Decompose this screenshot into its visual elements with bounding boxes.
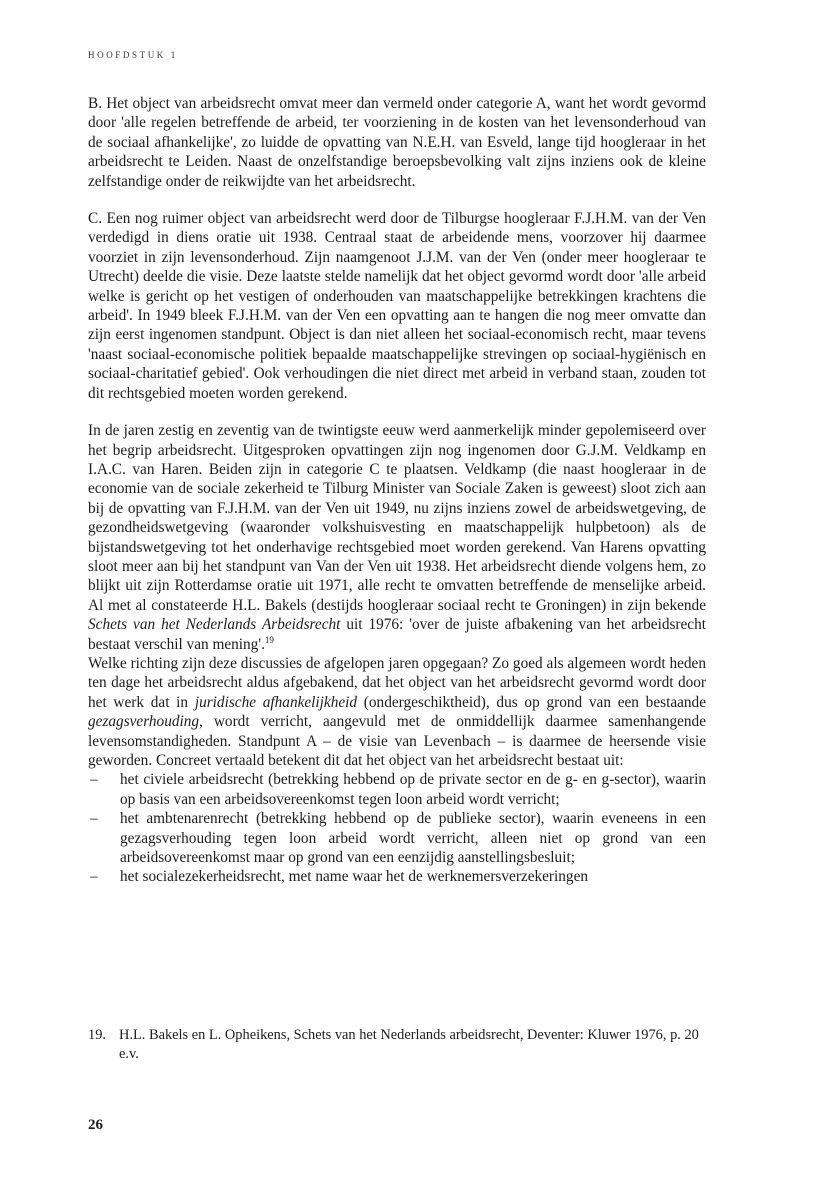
list-item-text: het socialezekerheidsrecht, met name waar het de werknemersverzekeringen xyxy=(120,868,589,886)
list-item-text: het civiele arbeidsrecht (betrekking hebbend op de private sector en de g- en g-sector), waarin op basis van een arbeidsovereenkomst tegen loon arbeid wordt verricht; xyxy=(120,771,706,808)
paragraph-text: (ondergeschiktheid), dus op grond van een bestaande xyxy=(357,693,706,711)
list-item-text: het ambtenarenrecht (betrekking hebbend op de publieke sector), waarin eveneens in een gezagsverhouding tegen loon arbeid wordt verricht, alleen niet op grond van een arbeidsovereenkomst maar op grond van een eenzijdig aanstellingsbesluit; xyxy=(120,810,706,867)
emphasis-term: gezagsverhouding xyxy=(88,713,200,731)
footnote-text: H.L. Bakels en L. Opheikens, Schets van het Nederlands arbeidsrecht, Deventer: Kluwer 1976, p. 20 e.v. xyxy=(119,1027,699,1062)
list-item xyxy=(88,770,706,809)
paragraph-text: , wordt verricht, aangevuld met de onmiddellijk daarmee samenhangende levensomstandigheden. Standpunt A – de visie van Levenbach – is daarmee de heersende visie geworden. Concreet vertaald betekent dit dat het object van het arbeidsrecht bestaat uit: xyxy=(88,713,706,769)
paragraph-sixties-seventies xyxy=(88,421,706,654)
footnote-number: 19. xyxy=(88,1027,106,1043)
body-text xyxy=(88,94,706,887)
dash-bullet: – xyxy=(90,810,98,828)
paragraph-text: uit 1976: 'over de juiste afbakening van het arbeidsrecht bestaat verschil van mening'. xyxy=(88,616,706,653)
paragraph-current-view xyxy=(88,654,706,770)
paragraph-c: C. Een nog ruimer object van arbeidsrecht werd door de Tilburgse hoogleraar F.J.H.M. van der Ven verdedigd in diens oratie uit 1938. Centraal staat de arbeidende mens, voorzover hij daarmee voorziet in zijn levensonderhoud. Zijn naamgenoot J.J.M. van der Ven (onder meer hoogleraar te Utrecht) deelde die visie. Deze laatste stelde namelijk dat het object gevormd wordt door 'alle arbeid welke is gericht op het vestigen of onderhouden van maatschappelijke betrekkingen krachtens die arbeid'. In 1949 bleek F.J.H.M. van der Ven een opvatting aan te hangen die nog meer omvatte dan zijn eerst ingenomen standpunt. Object is dan niet alleen het sociaal-economisch recht, maar tevens 'naast sociaal-economische politiek bepaalde maatschappelijke strevingen op sociaal-hygiënisch en sociaal-charitatief gebied'. Ook verhoudingen die niet direct met arbeid in verband staan, zouden tot dit rechtsgebied moeten worden gerekend. xyxy=(88,210,706,402)
dash-bullet: – xyxy=(90,771,98,789)
book-title: Schets van het Nederlands Arbeidsrecht xyxy=(88,616,341,634)
emphasis-term: juridische afhankelijkheid xyxy=(194,693,358,711)
running-head: HOOFDSTUK 1 xyxy=(88,50,178,60)
footnote xyxy=(88,1026,706,1064)
list-item xyxy=(88,867,706,886)
dash-bullet: – xyxy=(90,868,98,886)
paragraph-text: Welke richting zijn deze discussies de afgelopen jaren opgegaan? Zo goed als algemeen wordt heden ten dage het arbeidsrecht aldus afgebakend, dat het object van het arbeidsrecht gevormd wordt door het werk dat in xyxy=(88,654,706,711)
paragraph-b: B. Het object van arbeidsrecht omvat meer dan vermeld onder categorie A, want het wordt gevormd door 'alle regelen betreffende de arbeid, ter voorziening in de kosten van het levensonderhoud van de sociaal afhankelijke', zo luidde de opvatting van N.E.H. van Esveld, lange tijd hoogleraar in het arbeidsrecht te Leiden. Naast de onzelfstandige beroepsbevolking valt zijns inziens ook de kleine zelfstandige onder de reikwijdte van het arbeidsrecht. xyxy=(88,95,706,190)
list-item xyxy=(88,809,706,867)
page-number: 26 xyxy=(88,1117,103,1133)
paragraph-text: In de jaren zestig en zeventig van de twintigste eeuw werd aanmerkelijk minder gepolemiseerd over het begrip arbeidsrecht. Uitgesproken opvattingen zijn nog ingenomen door G.J.M. Veldkamp en I.A.C. van Haren. Beiden zijn in categorie C te plaatsen. Veldkamp (die naast hoogleraar in de economie van de sociale zekerheid te Tilburg Minister van Sociale Zaken is geweest) sloot zich aan bij de opvatting van F.J.H.M. van der Ven uit 1949, nu zijns inziens zowel de arbeidswetgeving, de gezondheidswetgeving (waaronder volkshuisvesting en maatschappelijk hulpbetoon) als de bijstandswetgeving tot het onderhavige rechtsgebied moet worden gerekend. Van Harens opvatting sloot meer aan bij het standpunt van Van der Ven uit 1938. Het arbeidsrecht diende volgens hem, zo blijkt uit zijn Rotterdamse oratie uit 1971, alle recht te omvatten betreffende de menselijke arbeid. Al met al constateerde H.L. Bakels (destijds hoogleraar sociaal recht te Groningen) in zijn bekende xyxy=(88,422,706,614)
footnote-ref[interactable]: 19 xyxy=(264,634,274,645)
object-list xyxy=(88,770,706,886)
